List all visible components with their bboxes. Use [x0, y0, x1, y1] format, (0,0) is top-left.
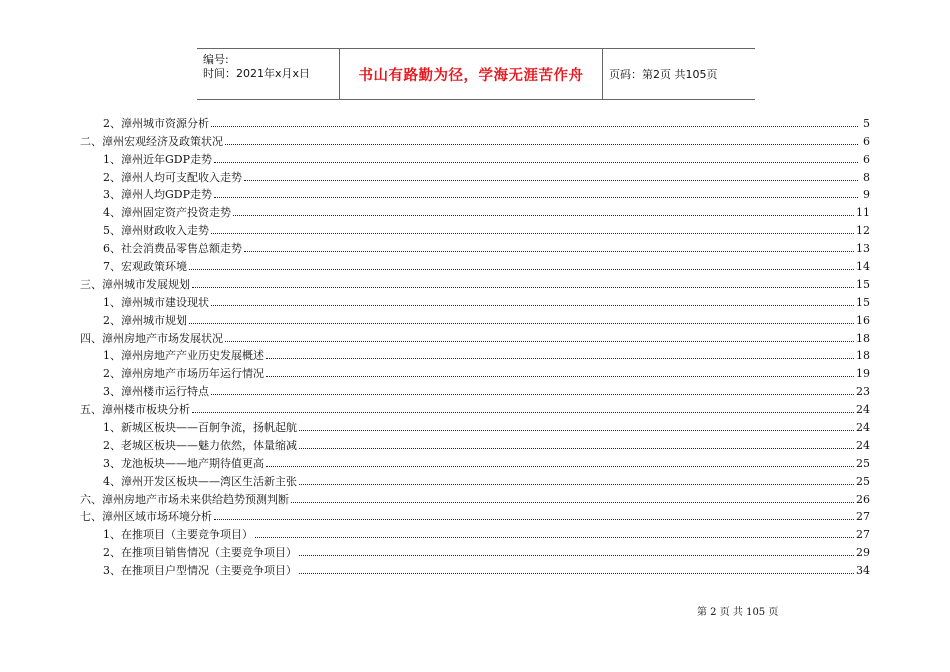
toc-leader-dots [266, 358, 854, 359]
toc-entry[interactable] [80, 416, 870, 434]
toc-entry[interactable] [80, 559, 870, 577]
page-footer: 第 2 页 共 105 页 [697, 607, 779, 618]
toc-leader-dots [192, 412, 854, 413]
toc-entry-page-number: 25 [856, 474, 870, 488]
toc-entry-title: 六、漳州房地产市场未来供给趋势预测判断 [80, 492, 289, 506]
toc-leader-dots [211, 305, 854, 306]
toc-leader-dots [299, 555, 854, 556]
toc-leader-dots [211, 126, 858, 127]
toc-entry[interactable] [80, 434, 870, 452]
toc-entry[interactable] [80, 130, 870, 148]
toc-entry-page-number: 25 [856, 456, 870, 470]
toc-entry-title: 7、宏观政策环境 [103, 260, 187, 274]
toc-leader-dots [266, 466, 854, 467]
toc-leader-dots [214, 162, 858, 163]
toc-leader-dots [299, 484, 854, 485]
toc-entry-page-number: 27 [856, 528, 870, 542]
toc-entry-title: 二、漳州宏观经济及政策状况 [80, 134, 223, 148]
toc-leader-dots [291, 502, 854, 503]
toc-leader-dots [244, 251, 854, 252]
toc-entry-title: 2、在推项目销售情况（主要竞争项目） [103, 546, 297, 560]
toc-entry[interactable] [80, 219, 870, 237]
toc-entry-page-number: 8 [863, 170, 870, 184]
toc-entry[interactable] [80, 398, 870, 416]
toc-leader-dots [255, 537, 854, 538]
toc-entry-page-number: 26 [856, 492, 870, 506]
header-motto-cell [340, 49, 603, 99]
toc-leader-dots [189, 269, 854, 270]
toc-leader-dots [233, 215, 854, 216]
toc-leader-dots [299, 430, 854, 431]
toc-entry-title: 4、漳州开发区板块——湾区生活新主张 [103, 474, 297, 488]
table-of-contents [80, 112, 870, 577]
toc-entry[interactable] [80, 488, 870, 506]
toc-entry[interactable] [80, 345, 870, 363]
toc-entry-title: 2、漳州人均可支配收入走势 [103, 170, 242, 184]
toc-leader-dots [266, 376, 854, 377]
toc-leader-dots [211, 394, 854, 395]
toc-entry[interactable] [80, 273, 870, 291]
toc-entry-page-number: 24 [856, 403, 870, 417]
toc-entry-page-number: 15 [856, 295, 870, 309]
toc-leader-dots [214, 197, 858, 198]
toc-entry[interactable] [80, 452, 870, 470]
toc-entry-page-number: 18 [856, 349, 870, 363]
toc-entry-page-number: 11 [856, 206, 870, 220]
toc-entry-page-number: 6 [863, 134, 870, 148]
toc-entry[interactable] [80, 362, 870, 380]
toc-leader-dots [299, 448, 854, 449]
toc-entry-page-number: 29 [856, 546, 870, 560]
toc-entry[interactable] [80, 380, 870, 398]
toc-entry-title: 2、漳州房地产市场历年运行情况 [103, 367, 264, 381]
toc-entry-title: 4、漳州固定资产投资走势 [103, 206, 231, 220]
toc-entry[interactable] [80, 506, 870, 524]
toc-entry[interactable] [80, 237, 870, 255]
toc-entry-page-number: 19 [856, 367, 870, 381]
toc-entry[interactable] [80, 255, 870, 273]
toc-entry-title: 3、在推项目户型情况（主要竞争项目） [103, 564, 297, 578]
toc-entry-title: 1、新城区板块——百舸争流，扬帆起航 [103, 421, 297, 435]
toc-entry-title: 五、漳州楼市板块分析 [80, 403, 190, 417]
toc-entry-page-number: 24 [856, 421, 870, 435]
toc-entry[interactable] [80, 327, 870, 345]
toc-entry-page-number: 18 [856, 331, 870, 345]
toc-leader-dots [189, 323, 854, 324]
toc-entry[interactable] [80, 541, 870, 559]
toc-leader-dots [211, 233, 854, 234]
toc-entry-title: 2、漳州城市规划 [103, 313, 187, 327]
toc-entry-title: 3、龙池板块——地产期待值更高 [103, 456, 264, 470]
toc-entry-title: 1、漳州近年GDP走势 [103, 152, 213, 166]
toc-entry[interactable] [80, 148, 870, 166]
toc-leader-dots [225, 341, 854, 342]
toc-entry-page-number: 13 [856, 242, 870, 256]
toc-entry-title: 1、在推项目（主要竞争项目） [103, 528, 253, 542]
toc-entry[interactable] [80, 470, 870, 488]
toc-entry[interactable] [80, 291, 870, 309]
toc-entry-title: 5、漳州财政收入走势 [103, 224, 209, 238]
header-meta-cell [197, 49, 340, 99]
toc-entry-page-number: 6 [863, 152, 870, 166]
toc-entry-title: 3、漳州人均GDP走势 [103, 188, 213, 202]
motto-text: 书山有路勤为径，学海无涯苦作舟 [358, 67, 584, 84]
toc-leader-dots [192, 287, 854, 288]
toc-entry-page-number: 34 [856, 564, 870, 578]
toc-entry-page-number: 15 [856, 277, 870, 291]
toc-entry-title: 6、社会消费品零售总额走势 [103, 242, 242, 256]
header-page-cell [603, 49, 755, 99]
page-label: 页码：第2页 共105页 [609, 68, 718, 81]
toc-entry-title: 1、漳州城市建设现状 [103, 295, 209, 309]
toc-leader-dots [299, 573, 854, 574]
toc-entry-title: 3、漳州楼市运行特点 [103, 385, 209, 399]
toc-entry-page-number: 27 [856, 510, 870, 524]
page-header [197, 48, 755, 100]
number-label: 编号: [203, 53, 229, 66]
toc-entry[interactable] [80, 112, 870, 130]
toc-entry-title: 七、漳州区域市场环境分析 [80, 510, 212, 524]
toc-entry-title: 2、老城区板块——魅力依然，体量缩减 [103, 438, 297, 452]
toc-entry[interactable] [80, 523, 870, 541]
toc-entry-page-number: 12 [856, 224, 870, 238]
toc-entry-title: 三、漳州城市发展规划 [80, 277, 190, 291]
time-label: 时间：2021年x月x日 [203, 67, 311, 80]
toc-entry-page-number: 14 [856, 260, 870, 274]
toc-leader-dots [214, 519, 854, 520]
toc-leader-dots [244, 180, 858, 181]
toc-entry-page-number: 9 [863, 188, 870, 202]
toc-entry-page-number: 5 [863, 116, 870, 130]
toc-entry-title: 四、漳州房地产市场发展状况 [80, 331, 223, 345]
toc-entry[interactable] [80, 309, 870, 327]
toc-entry[interactable] [80, 201, 870, 219]
toc-entry-title: 1、漳州房地产产业历史发展概述 [103, 349, 264, 363]
toc-entry-title: 2、漳州城市资源分析 [103, 116, 209, 130]
toc-entry[interactable] [80, 184, 870, 202]
toc-leader-dots [225, 144, 858, 145]
toc-entry[interactable] [80, 166, 870, 184]
toc-entry-page-number: 23 [856, 385, 870, 399]
toc-entry-page-number: 16 [856, 313, 870, 327]
toc-entry-page-number: 24 [856, 438, 870, 452]
